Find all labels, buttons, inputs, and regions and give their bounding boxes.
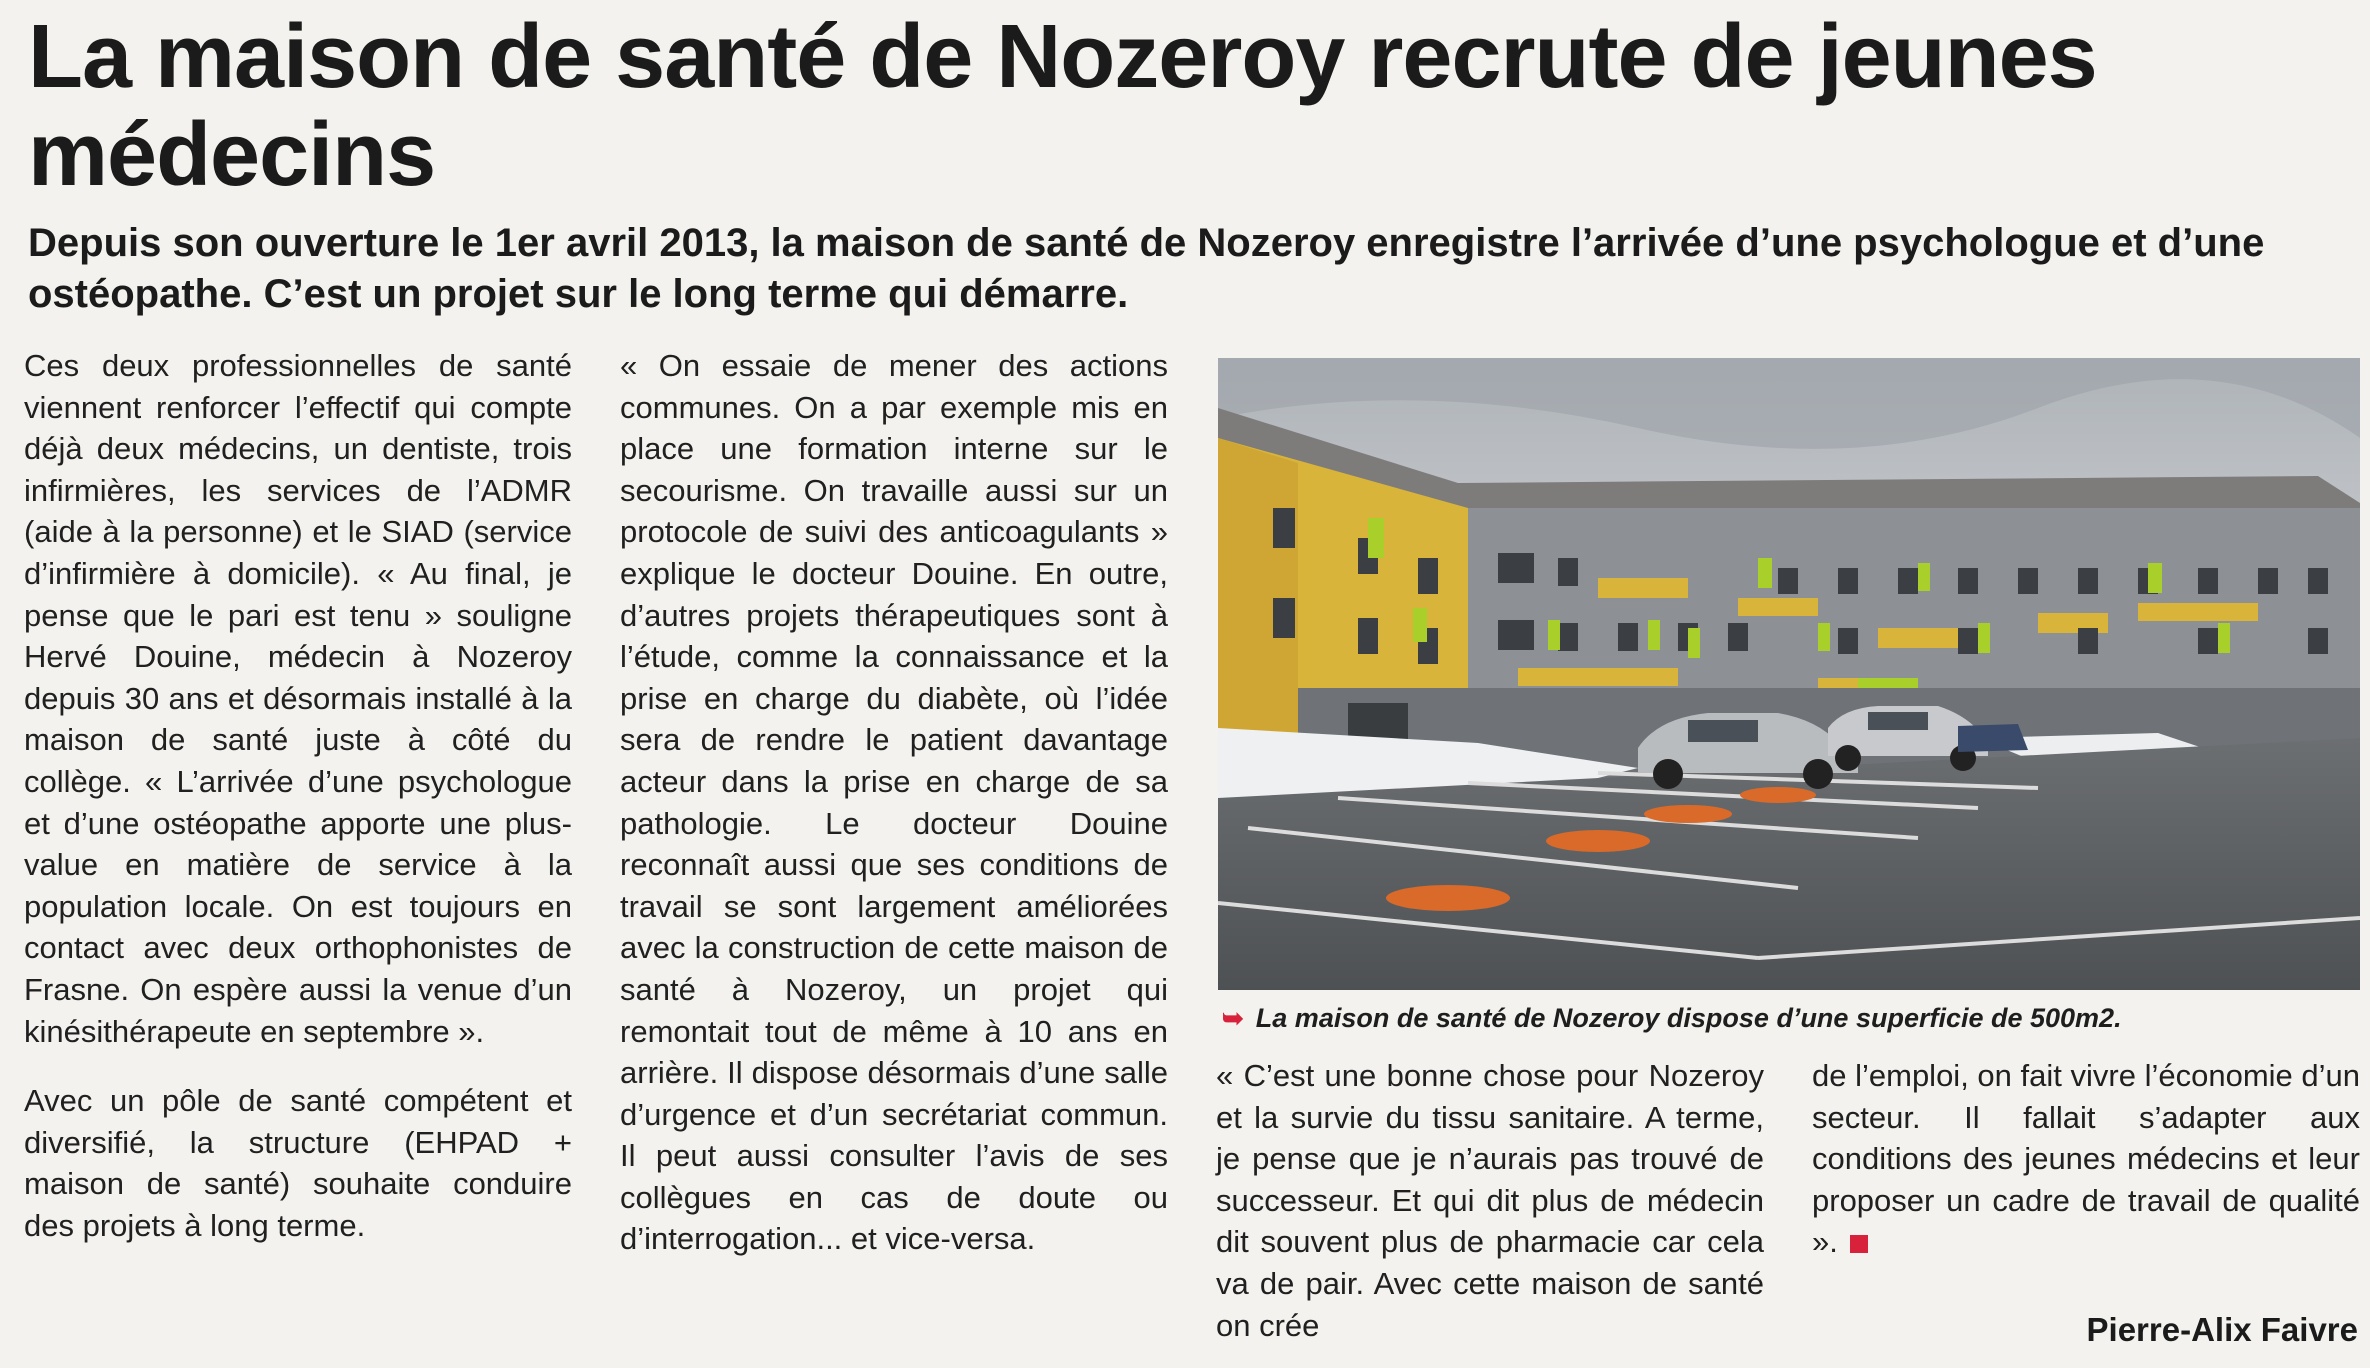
paragraph-with-end-mark [1812,1055,2360,1263]
author-byline: Pierre-Alix Faivre [2086,1311,2358,1348]
article-headline: La maison de santé de Nozeroy recrute de jeunes médecins [28,7,2097,205]
caption-text: La maison de santé de Nozeroy dispose d’une superficie de 500m2. [1255,1003,2122,1033]
paragraph: « C’est une bonne chose pour Nozeroy et la survie du tissu sanitaire. A terme, je pense que je n’aurais pas trouvé de successeur. Et qui dit plus de médecin dit souvent plus de pharmacie car cela va de pair. Avec cette maison de santé on crée [1216,1058,1764,1343]
paragraph: de l’emploi, on fait vivre l’économie d’un secteur. Il fallait s’adapter aux conditions des jeunes médecins et leur proposer un cadre de travail de qualité ». [1812,1058,2360,1260]
photo-caption [1222,1000,2362,1036]
paragraph: « On essaie de mener des actions communes. On a par exemple mis en place une formation interne sur le secourisme. On travaille aussi sur un protocole de suivi des anticoagulants » explique le docteur Douine. En outre, d’autres projets thérapeutiques sont à l’étude, comme la connaissance et la prise en charge du diabète, où l’idée sera de rendre le patient davantage acteur dans la prise en charge de sa pathologie. Le docteur Douine reconnaît aussi que ses conditions de travail se sont largement améliorées avec la construction de cette maison de santé à Nozeroy, un projet qui remontait tout de même à 10 ans en arrière. Il dispose désormais d’une salle d’urgence et d’un secrétariat commun. Il peut aussi consulter l’avis de ses collègues en cas de doute ou d’interrogation... et vice-versa. [620,348,1168,1257]
paragraph: Avec un pôle de santé compétent et diversifié, la structure (EHPAD + maison de santé) souhaite conduire des projets à long terme. [24,1083,572,1243]
paragraph: Ces deux professionnelles de santé viennent renforcer l’effectif qui compte déjà deux médecins, un dentiste, trois infirmières, les services de l’ADMR (aide à la personne) et le SIAD (service d’infirmière à domicile). « Au final, je pense que le pari est tenu » souligne Hervé Douine, médecin à Nozeroy depuis 30 ans et désormais installé à la maison de santé juste à côté du collège. « L’arrivée d’une psychologue et d’une ostéopathe apporte une plus-value en matière de service à la population locale. On est toujours en contact avec deux orthophonistes de Frasne. On espère aussi la venue d’un kinésithérapeute en septembre ». [24,348,572,1049]
arrow-icon: ➥ [1222,1003,1244,1033]
article-lede: Depuis son ouverture le 1er avril 2013, la maison de santé de Nozeroy enregistre l’arrivée d’une psychologue et d’une ostéopathe. C’est un projet sur le long terme qui démarre. [28,221,2265,316]
text-column-2 [620,345,1168,1260]
end-of-article-mark [1850,1235,1868,1253]
text-column-3 [1216,1055,1764,1346]
text-column-1 [24,345,572,1246]
text-column-4 [1812,1055,2360,1263]
building-photo [1218,358,2360,990]
